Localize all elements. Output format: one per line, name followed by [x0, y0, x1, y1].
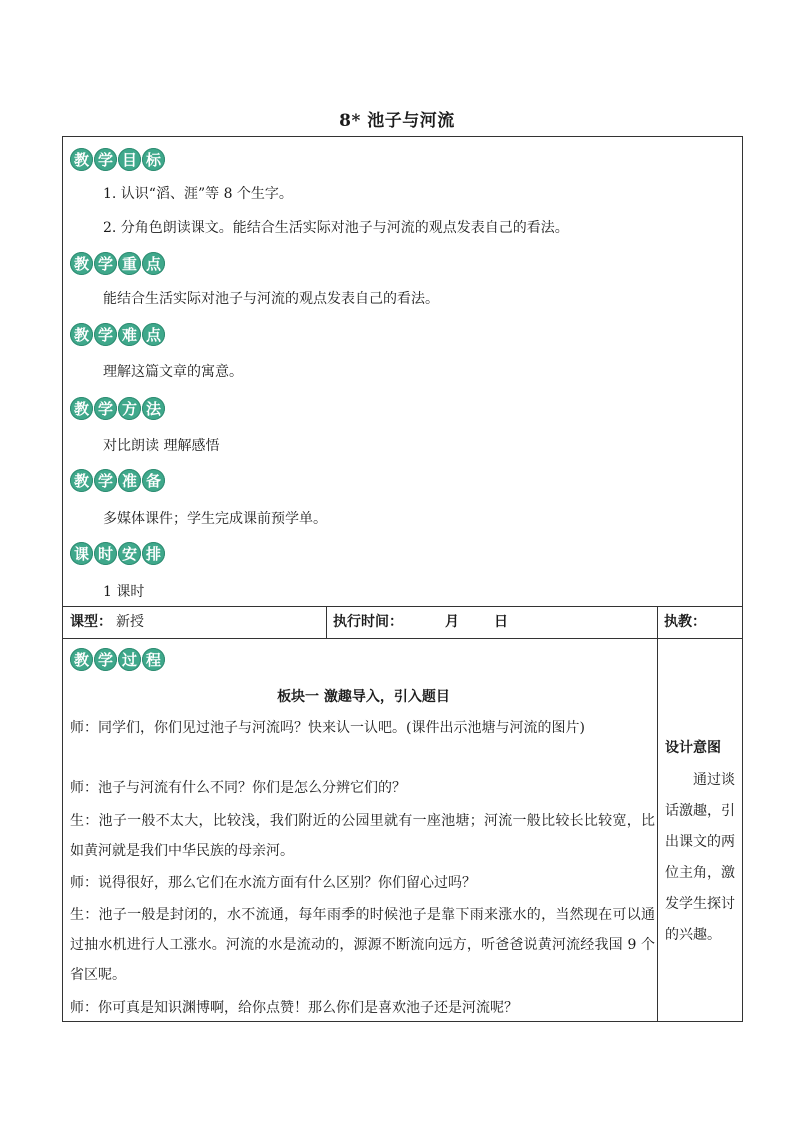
table-divider	[657, 606, 658, 1022]
table-divider	[62, 638, 743, 639]
section-heading-schedule	[70, 542, 165, 565]
dialogue-line: 师：说得很好，那么它们在水流方面有什么区别？你们留心过吗？	[70, 875, 476, 891]
schedule-text: 1 课时	[103, 584, 145, 600]
objective-1: 1. 认识“滔、涯”等 8 个生字。	[103, 186, 293, 202]
heading-char: 过	[118, 648, 141, 671]
dialogue-line: 师：同学们，你们见过池子与河流吗？快来认一认吧。(课件出示池塘与河流的图片)	[70, 720, 585, 736]
heading-char: 安	[118, 542, 141, 565]
teacher-label: 执教：	[664, 614, 706, 630]
exec-time-label: 执行时间：	[333, 614, 403, 630]
section-heading-methods	[70, 397, 165, 420]
heading-char: 程	[142, 648, 165, 671]
heading-char: 标	[142, 148, 165, 171]
heading-char: 教	[70, 397, 93, 420]
section-heading-difficulties	[70, 323, 165, 346]
heading-char: 排	[142, 542, 165, 565]
section-heading-key-points	[70, 252, 165, 275]
section-heading-process	[70, 648, 165, 671]
methods-text: 对比朗读 理解感悟	[103, 438, 220, 454]
objective-2: 2. 分角色朗读课文。能结合生活实际对池子与河流的观点发表自己的看法。	[103, 220, 569, 236]
heading-char: 学	[94, 252, 117, 275]
heading-char: 点	[142, 323, 165, 346]
table-divider	[62, 606, 743, 607]
block-title: 板块一 激趣导入，引入题目	[277, 689, 450, 705]
heading-char: 教	[70, 148, 93, 171]
design-intent-text: 通过谈话激趣，引出课文的两位主角，激发学生探讨的兴趣。	[665, 772, 735, 943]
heading-char: 学	[94, 148, 117, 171]
dialogue-line: 师：你可真是知识渊博啊，给你点赞！那么你们是喜欢池子还是河流呢？	[70, 1000, 518, 1016]
table-divider	[326, 606, 327, 638]
design-intent-label: 设计意图	[665, 740, 721, 756]
heading-char: 课	[70, 542, 93, 565]
heading-char: 法	[142, 397, 165, 420]
heading-char: 学	[94, 469, 117, 492]
heading-char: 点	[142, 252, 165, 275]
heading-char: 方	[118, 397, 141, 420]
heading-char: 目	[118, 148, 141, 171]
section-heading-objectives	[70, 148, 165, 171]
dialogue-line: 生：池子一般不太大，比较浅，我们附近的公园里就有一座池塘；河流一般比较长比较宽，比如黄河就是我们中华民族的母亲河。	[70, 813, 655, 859]
difficulty-text: 理解这篇文章的寓意。	[103, 364, 243, 380]
day-label: 日	[494, 614, 508, 630]
page-title: 8* 池子与河流	[339, 111, 455, 131]
heading-char: 教	[70, 469, 93, 492]
heading-char: 重	[118, 252, 141, 275]
month-label: 月	[445, 614, 459, 630]
section-heading-preparation	[70, 469, 165, 492]
heading-char: 备	[142, 469, 165, 492]
heading-char: 学	[94, 323, 117, 346]
key-point-text: 能结合生活实际对池子与河流的观点发表自己的看法。	[103, 291, 439, 307]
heading-char: 准	[118, 469, 141, 492]
heading-char: 学	[94, 648, 117, 671]
heading-char: 学	[94, 397, 117, 420]
heading-char: 难	[118, 323, 141, 346]
lesson-type-label: 课型：	[70, 614, 112, 630]
preparation-text: 多媒体课件；学生完成课前预学单。	[103, 511, 327, 527]
heading-char: 教	[70, 648, 93, 671]
heading-char: 时	[94, 542, 117, 565]
lesson-type-value: 新授	[116, 614, 144, 630]
heading-char: 教	[70, 323, 93, 346]
dialogue-line: 师：池子与河流有什么不同？你们是怎么分辨它们的？	[70, 780, 406, 796]
heading-char: 教	[70, 252, 93, 275]
dialogue-line: 生：池子一般是封闭的，水不流通，每年雨季的时候池子是靠下雨来涨水的，当然现在可以通过抽水机进行人工涨水。河流的水是流动的，源源不断流向远方，听爸爸说黄河流经我国 9 个省区呢。	[70, 907, 655, 983]
